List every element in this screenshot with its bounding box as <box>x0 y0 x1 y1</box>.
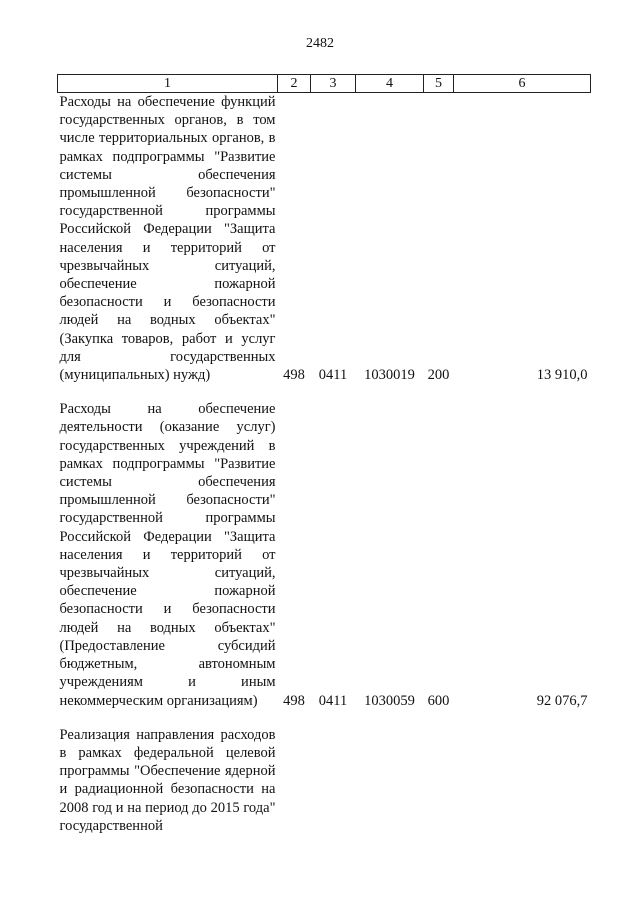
table-header-row <box>58 75 591 93</box>
row-code-target <box>356 726 424 835</box>
row-description: Реализация направления расходов в рамках федеральной целевой программы "Обеспечение ядерной и радиационной безопасности на 2008 год и на период до 2015 года" государственной <box>59 726 276 834</box>
budget-table <box>57 74 591 835</box>
row-code-target: 1030019 <box>364 367 415 384</box>
table-row <box>58 93 591 401</box>
row-code-target: 1030059 <box>364 692 415 709</box>
row-description: Расходы на обеспечение деятельности (оказание услуг) государственных учреждений в рамках подпрограммы "Развитие системы обеспечения промышленной безопасности" государственной программы Российской Федерации "Защита населения и территорий от чрезвычайных ситуаций, обеспечение пожарной безопасности и безопасности людей на водных объектах" (Предоставление субсидий бюджетным, автономным учреждениям и иным некоммерческим организациям) <box>59 401 276 709</box>
header-cell: 1 <box>58 75 278 93</box>
header-cell: 2 <box>278 75 311 93</box>
header-cell: 5 <box>424 75 454 93</box>
row-code-section <box>311 726 356 835</box>
table-row <box>58 400 591 725</box>
row-amount: 13 910,0 <box>536 367 588 384</box>
header-cell: 3 <box>311 75 356 93</box>
row-code-expense-type <box>424 726 454 835</box>
header-cell: 4 <box>356 75 424 93</box>
row-code-ministry: 498 <box>283 367 305 384</box>
row-amount: 92 076,7 <box>536 692 588 709</box>
row-amount <box>454 726 591 835</box>
row-description: Расходы на обеспечение функций государственных органов, в том числе территориальных органов, в рамках подпрограммы "Развитие системы обеспечения промышленной безопасности" государственной программы Российской Федерации "Защита населения и территорий от чрезвычайных ситуаций, обеспечение пожарной безопасности и безопасности людей на водных объектах" (Закупка товаров, работ и услуг для государственных (муниципальных) нужд) <box>59 94 276 384</box>
table-row <box>58 726 591 835</box>
page-number: 2482 <box>306 36 334 51</box>
row-code-ministry: 498 <box>283 692 305 709</box>
row-code-expense-type: 200 <box>427 367 450 384</box>
row-code-section: 0411 <box>318 367 348 384</box>
row-code-section: 0411 <box>318 692 348 709</box>
row-code-expense-type: 600 <box>427 692 450 709</box>
row-code-ministry <box>278 726 311 835</box>
header-cell: 6 <box>454 75 591 93</box>
